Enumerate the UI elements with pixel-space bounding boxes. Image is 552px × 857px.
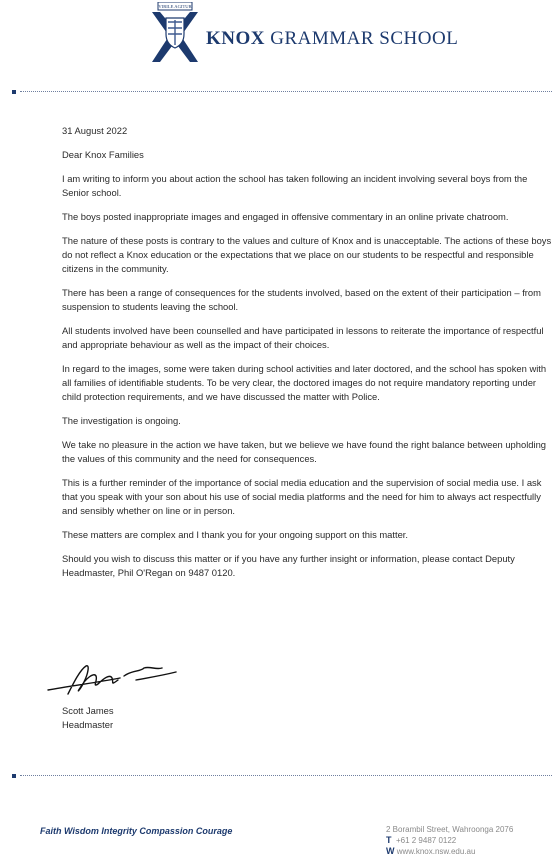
street-address: 2 Borambil Street, Wahroonga 2076: [386, 825, 514, 834]
paragraph: We take no pleasure in the action we have taken, but we believe we have found the right balance between upholding the values of this community and the need for consequences.: [62, 439, 547, 464]
web-line: [386, 846, 552, 857]
crest-motto: VIRILE AGITUR: [158, 4, 192, 10]
footer-divider: [12, 774, 552, 778]
paragraph: This is a further reminder of the importance of social media education and the supervision of social media use. I ask that you speak with your son about his use of social media platforms and the need for him to always act respectfully and sensibly whether on line or in person.: [62, 477, 542, 516]
school-name-rest: GRAMMAR SCHOOL: [265, 28, 459, 49]
paragraph: All students involved have been counselled and have participated in lessons to reiterate the importance of respectful and appropriate behaviour as well as the impact of their choices.: [62, 325, 544, 350]
letterhead: [0, 0, 552, 95]
contact-block: [386, 825, 552, 857]
paragraph: I am writing to inform you about action the school has taken following an incident involving several boys from the Senior school.: [62, 173, 528, 198]
paragraph: These matters are complex and I thank you for your ongoing support on this matter.: [62, 529, 409, 540]
phone-label: T: [386, 835, 392, 845]
school-name: [206, 28, 458, 50]
letter-date: 31 August 2022: [62, 125, 128, 136]
handwritten-signature: [40, 660, 200, 700]
salutation: Dear Knox Families: [62, 149, 144, 160]
school-name-bold: KNOX: [206, 28, 265, 49]
school-crest-logo: [148, 2, 202, 64]
phone-number: +61 2 9487 0122: [395, 836, 457, 845]
paragraph: The boys posted inappropriate images and engaged in offensive commentary in an online private chatroom.: [62, 211, 509, 222]
paragraph: There has been a range of consequences for the students involved, based on the extent of their participation – from suspension to students leaving the school.: [62, 287, 541, 312]
web-address[interactable]: www.knox.nsw.edu.au: [396, 847, 476, 856]
header-divider: [12, 90, 552, 94]
paragraph: Should you wish to discuss this matter or if you have any further insight or information, please contact Deputy Headmaster, Phil O'Regan on 9487 0120.: [62, 553, 515, 578]
school-values: Faith Wisdom Integrity Compassion Courage: [40, 826, 233, 836]
letter-body: [62, 124, 552, 590]
paragraph: The investigation is ongoing.: [62, 415, 181, 426]
web-label: W: [386, 846, 395, 856]
signer-title: Headmaster: [62, 719, 114, 730]
paragraph: The nature of these posts is contrary to the values and culture of Knox and is unacceptable. The actions of these boys do not reflect a Knox education or the expectations that we place on our students to be respectful and responsible citizens in the community.: [62, 235, 552, 274]
signer-block: [62, 704, 114, 732]
phone-line: [386, 835, 552, 846]
signer-name: Scott James: [62, 705, 114, 716]
paragraph: In regard to the images, some were taken during school activities and later doctored, and the school has spoken with all families of identifiable students. To be very clear, the doctored images do not require mandatory reporting under child protection requirements, and we have discussed the matter with Police.: [62, 363, 547, 402]
